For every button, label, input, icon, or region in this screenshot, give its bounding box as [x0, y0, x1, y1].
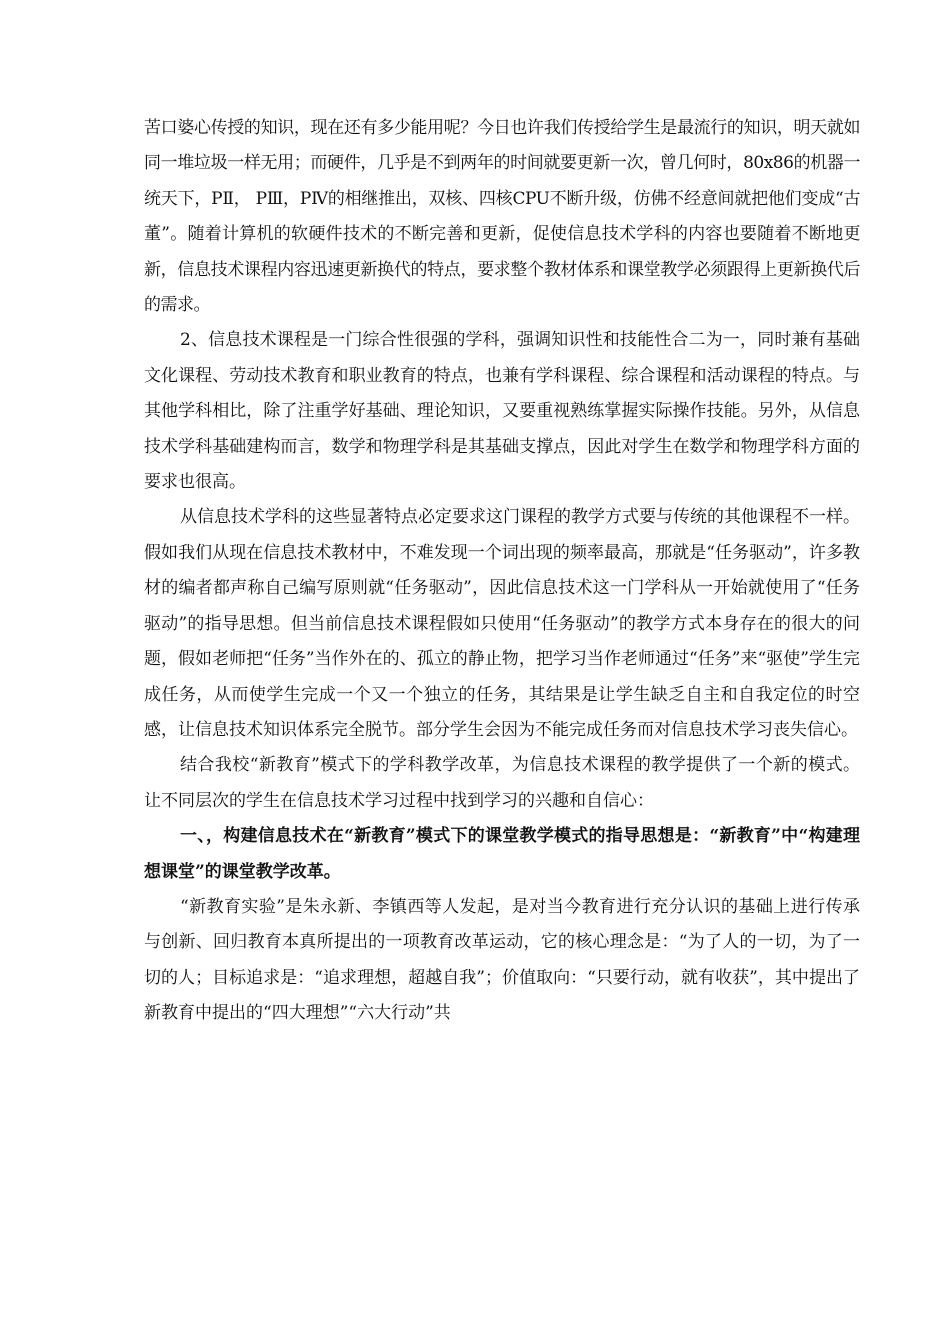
paragraph-new-teaching-model: 结合我校“新教育”模式下的学科教学改革，为信息技术课程的教学提供了一个新的模式。让不同层次的学生在信息技术学习过程中找到学习的兴趣和自信心：: [144, 755, 860, 811]
document-body: [144, 111, 860, 1032]
paragraph-new-education-experiment: “新教育实验”是朱永新、李镇西等人发起，是对当今教育进行充分认识的基础上进行传承与创新、回归教育本真所提出的一项教育改革运动，它的核心理念是：“为了人的一切，为了一切的人；目标追求是：“追求理想，超越自我”；价值取向：“只要行动，就有收获”，其中提出了新教育中提出的“四大理想”“六大行动”共: [144, 896, 860, 1024]
section-heading-guiding-idea: 一、，构建信息技术在“新教育”模式下的课堂教学模式的指导思想是：“新教育”中“构建理想课堂”的课堂教学改革。: [144, 826, 860, 882]
paragraph-software-hardware-update: 苦口婆心传授的知识，现在还有多少能用呢？今日也许我们传授给学生是最流行的知识，明天就如同一堆垃圾一样无用；而硬件，几乎是不到两年的时间就要更新一次，曾几何时，80x86的机器一统天下，PⅡ， PⅢ，PⅣ的相继推出，双核、四核CPU不断升级，仿佛不经意间就把他们变成“古董”。随着计算机的软硬件技术的不断完善和更新，促使信息技术学科的内容也要随着不断地更新，信息技术课程内容迅速更新换代的特点，要求整个教材体系和课堂教学必须跟得上更新换代后的需求。: [144, 118, 860, 316]
paragraph-task-driven-problem: 从信息技术学科的这些显著特点必定要求这门课程的教学方式要与传统的其他课程不一样。假如我们从现在信息技术教材中，不难发现一个词出现的频率最高，那就是“任务驱动”，许多教材的编者都声称自己编写原则就“任务驱动”，因此信息技术这一门学科从一开始就使用了“任务驱动”的指导思想。但当前信息技术课程假如只使用“任务驱动”的教学方式本身存在的很大的问题，假如老师把“任务”当作外在的、孤立的静止物，把学习当作老师通过“任务”来“驱使”学生完成任务，从而使学生完成一个又一个独立的任务，其结果是让学生缺乏自主和自我定位的时空感，让信息技术知识体系完全脱节。部分学生会因为不能完成任务而对信息技术学习丧失信心。: [144, 507, 860, 740]
paragraph-course-characteristics: 2、信息技术课程是一门综合性很强的学科，强调知识性和技能性合二为一，同时兼有基础文化课程、劳动技术教育和职业教育的特点，也兼有学科课程、综合课程和活动课程的特点。与其他学科相比，除了注重学好基础、理论知识，又要重视熟练掌握实际操作技能。另外，从信息技术学科基础建构而言，数学和物理学科是其基础支撑点，因此对学生在数学和物理学科方面的要求也很高。: [144, 330, 860, 493]
